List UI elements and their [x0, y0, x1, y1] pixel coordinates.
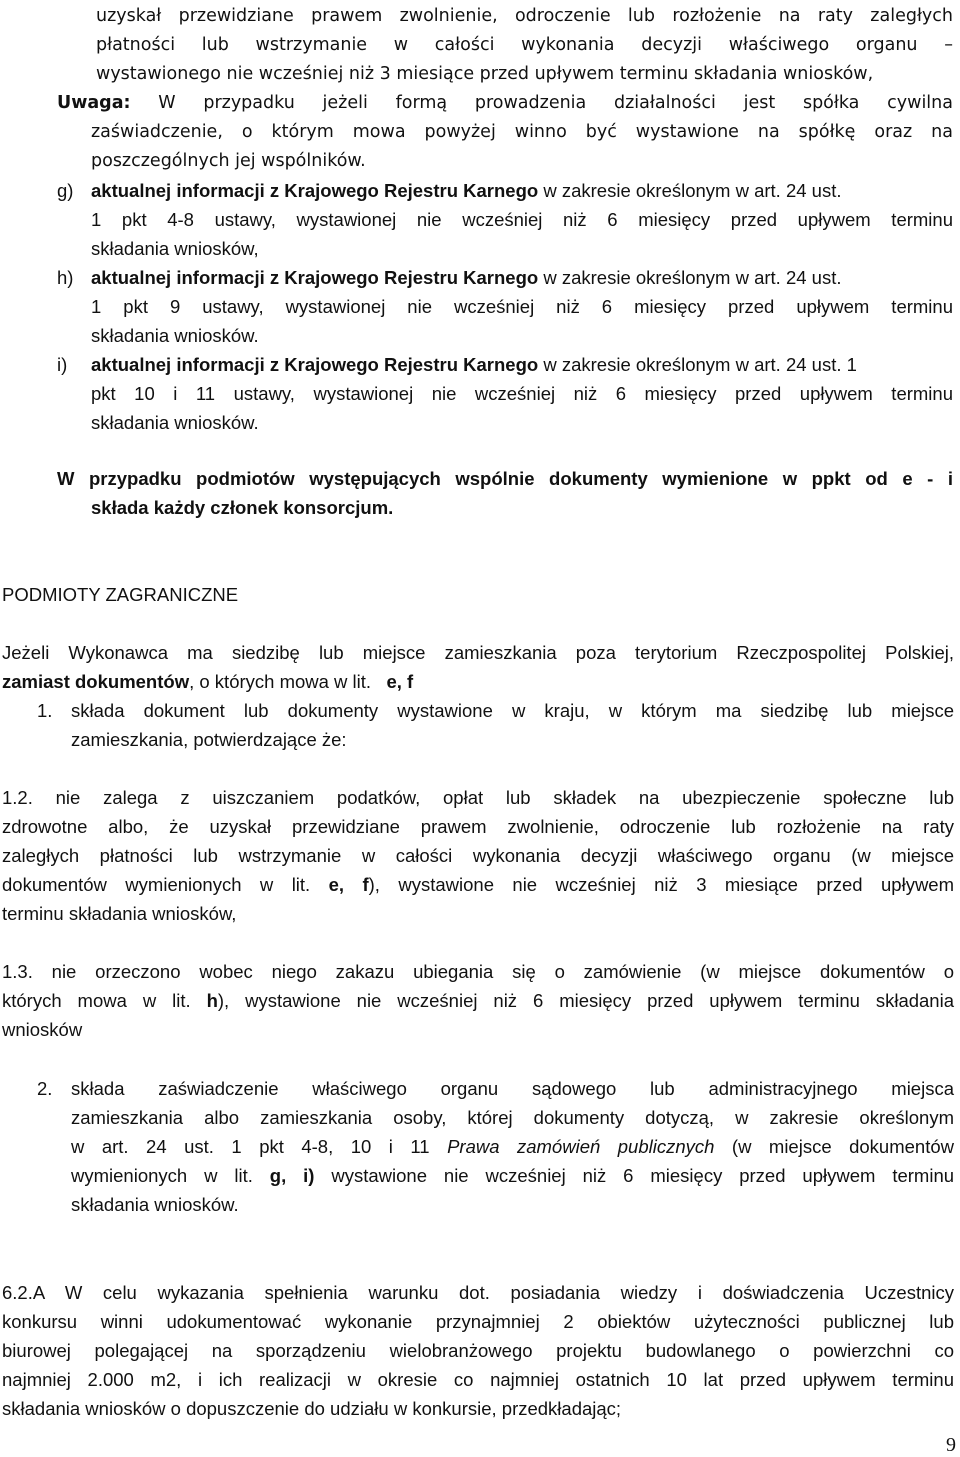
- item-g-line-2: 1 pkt 4-8 ustawy, wystawionej nie wcześniej niż 6 miesięcy przed upływem terminu: [91, 209, 953, 230]
- foreign-item2-line-2: zamieszkania albo zamieszkania osoby, której dokumenty dotyczą, w zakresie określonym: [71, 1107, 954, 1128]
- foreign-item2-line-1: składa zaświadczenie właściwego organu sądowego lub administracyjnego miejsca: [71, 1078, 954, 1099]
- foreign-12-line-5: terminu składania wniosków,: [2, 903, 237, 924]
- section-62a-line-2: konkursu winni udokumentować wykonanie przynajmniej 2 obiektów użyteczności publicznej lub: [2, 1311, 954, 1332]
- foreign-12-bold: e, f: [328, 874, 369, 895]
- item-i-marker: i): [57, 354, 68, 375]
- foreign-item2-text-c: wymienionych w lit.: [71, 1165, 253, 1186]
- foreign-13-line-2: [2, 986, 954, 1015]
- foreign-item1-line-2: zamieszkania, potwierdzające że:: [71, 729, 347, 750]
- uwaga-line-3: poszczególnych jej wspólników.: [91, 151, 366, 171]
- foreign-12-line-1: 1.2. nie zalega z uiszczaniem podatków, opłat lub składek na ubezpieczenie społeczne lub: [2, 787, 954, 808]
- item-h-line-3: składania wniosków.: [91, 325, 259, 346]
- uwaga-label: Uwaga:: [57, 93, 131, 113]
- section-62a-line-4: najmniej 2.000 m2, i ich realizacji w okresie co najmniej ostatnich 10 lat przed upływem terminu: [2, 1369, 954, 1390]
- foreign-p1-line-1: Jeżeli Wykonawca ma siedzibę lub miejsce zamieszkania poza terytorium Rzeczpospolitej Polskiej,: [2, 642, 954, 663]
- foreign-item2-text-d: wystawione nie wcześniej niż 6 miesięcy przed upływem terminu: [331, 1165, 955, 1186]
- foreign-p1-line-2: [2, 667, 413, 696]
- foreign-13-line-3: wniosków: [2, 1019, 83, 1040]
- foreign-item2-text-a: w art. 24 ust. 1 pkt 4-8, 10 i 11: [71, 1136, 430, 1157]
- foreign-12-line-3: zaległych płatności lub wstrzymanie w całości wykonania decyzji właściwego organu (w miejsce: [2, 845, 954, 866]
- uwaga-line-2: zaświadczenie, o którym mowa powyżej winno być wystawione na spółkę oraz na: [91, 122, 953, 142]
- foreign-13-line-1: 1.3. nie orzeczono wobec niego zakazu ubiegania się o zamówienie (w miejsce dokumentów o: [2, 961, 954, 982]
- foreign-p1-letters: e, f: [386, 671, 414, 692]
- foreign-item1-marker: 1.: [37, 700, 53, 721]
- foreign-12-text-a: dokumentów wymienionych w lit.: [2, 874, 311, 895]
- item-g-line-3: składania wniosków,: [91, 238, 259, 259]
- foreign-item2-line-3: [71, 1132, 954, 1161]
- foreign-13-text-b: ), wystawione nie wcześniej niż 6 miesięcy przed upływem terminu składania: [217, 990, 954, 1011]
- item-i-line-3: składania wniosków.: [91, 412, 259, 433]
- foreign-heading: PODMIOTY ZAGRANICZNE: [2, 584, 239, 605]
- foreign-13-text-a: których mowa w lit.: [2, 990, 191, 1011]
- item-i-bold: aktualnej informacji z Krajowego Rejestru Karnego: [91, 354, 539, 375]
- foreign-item1-line-1: składa dokument lub dokumenty wystawione w kraju, w którym ma siedzibę lub miejsce: [71, 700, 954, 721]
- item-g-line-1: [91, 176, 842, 205]
- foreign-13-bold: h: [206, 990, 218, 1011]
- section-62a-line-5: składania wniosków o dopuszczenie do udziału w konkursie, przedkładając;: [2, 1398, 622, 1419]
- consortium-note-text-1: W przypadku podmiotów występujących wspólnie dokumenty wymienione w ppkt od e - i: [57, 468, 953, 489]
- item-g-marker: g): [57, 180, 74, 201]
- section-62a-line-1: 6.2.A W celu wykazania spełnienia warunku dot. posiadania wiedzy i doświadczenia Uczestnicy: [2, 1282, 954, 1303]
- intro-line-2: płatności lub wstrzymanie w całości wykonania decyzji właściwego organu –: [96, 35, 953, 55]
- uwaga-text-1: W przypadku jeżeli formą prowadzenia działalności jest spółka cywilna: [158, 93, 953, 113]
- foreign-p1-bold: zamiast dokumentów: [2, 671, 190, 692]
- item-h-rest: w zakresie określonym w art. 24 ust.: [543, 267, 842, 288]
- foreign-p1-rest: , o których mowa w lit.: [189, 671, 372, 692]
- consortium-note-line-2: [91, 493, 393, 522]
- consortium-note-text-2: składa każdy członek konsorcjum.: [91, 497, 394, 518]
- page-number: 9: [946, 1434, 956, 1456]
- item-h-bold: aktualnej informacji z Krajowego Rejestru Karnego: [91, 267, 539, 288]
- foreign-item2-marker: 2.: [37, 1078, 53, 1099]
- item-h-line-1: [91, 263, 842, 292]
- item-i-rest: w zakresie określonym w art. 24 ust. 1: [543, 354, 857, 375]
- foreign-item2-text-b: (w miejsce dokumentów: [731, 1136, 954, 1157]
- item-g-rest: w zakresie określonym w art. 24 ust.: [543, 180, 842, 201]
- intro-line-3: wystawionego nie wcześniej niż 3 miesiące przed upływem terminu składania wniosków,: [96, 64, 874, 84]
- item-g-bold: aktualnej informacji z Krajowego Rejestru Karnego: [91, 180, 539, 201]
- foreign-12-line-2: zdrowotne albo, że uzyskał przewidziane prawem zwolnienie, odroczenie lub rozłożenie na raty: [2, 816, 954, 837]
- foreign-12-line-4: [2, 870, 954, 899]
- item-h-line-2: 1 pkt 9 ustawy, wystawionej nie wcześniej niż 6 miesięcy przed upływem terminu: [91, 296, 953, 317]
- section-62a-line-3: biurowej polegającej na sporządzeniu wielobranżowego projektu budowlanego o powierzchni co: [2, 1340, 954, 1361]
- foreign-item2-line-5: składania wniosków.: [71, 1194, 239, 1215]
- foreign-item2-line-4: [71, 1161, 954, 1190]
- foreign-item2-bold: g, i): [269, 1165, 315, 1186]
- item-i-line-2: pkt 10 i 11 ustawy, wystawionej nie wcześniej niż 6 miesięcy przed upływem terminu: [91, 383, 953, 404]
- foreign-item2-italic: Prawa zamówień publicznych: [447, 1136, 715, 1157]
- uwaga-line-1: [57, 89, 953, 118]
- consortium-note-line-1: [57, 464, 953, 493]
- foreign-12-text-b: ), wystawione nie wcześniej niż 3 miesiące przed upływem: [368, 874, 955, 895]
- intro-line-1: uzyskał przewidziane prawem zwolnienie, odroczenie lub rozłożenie na raty zaległych: [96, 6, 953, 26]
- item-h-marker: h): [57, 267, 74, 288]
- item-i-line-1: [91, 350, 857, 379]
